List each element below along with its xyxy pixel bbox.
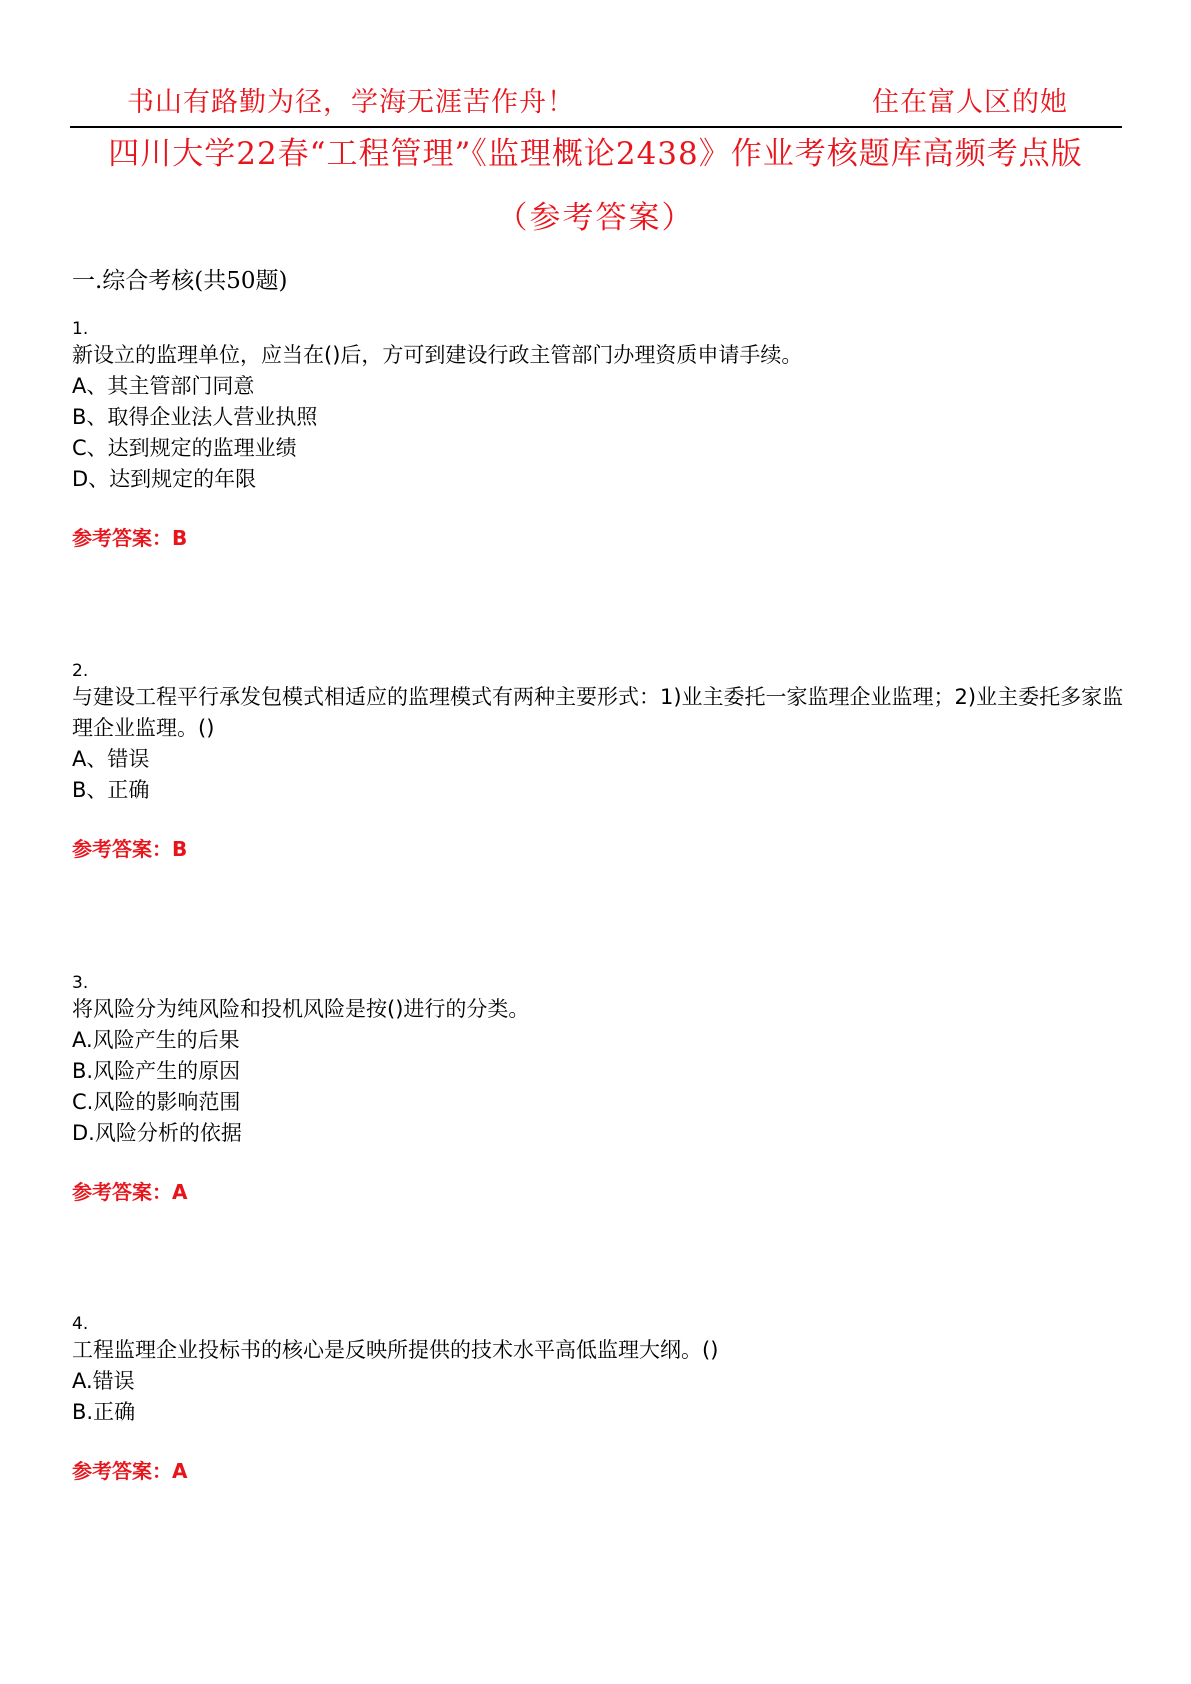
option-b: B、正确 [72, 778, 150, 802]
page-header [70, 80, 1122, 128]
question-text: 与建设工程平行承发包模式相适应的监理模式有两种主要形式：1)业主委托一家监理企业监理；2)业主委托多家监理企业监理。() [72, 685, 1124, 740]
option-a: A.错误 [72, 1369, 135, 1393]
option-d: D.风险分析的依据 [72, 1121, 242, 1145]
header-author: 住在富人区的她 [872, 87, 1068, 118]
question-3 [72, 972, 1126, 1206]
question-number: 1. [72, 319, 89, 339]
question-4 [72, 1313, 1126, 1485]
question-text: 工程监理企业投标书的核心是反映所提供的技术水平高低监理大纲。() [72, 1338, 719, 1362]
option-b: B.风险产生的原因 [72, 1059, 241, 1083]
reference-answer: 参考答案：A [72, 1180, 188, 1204]
option-c: C.风险的影响范围 [72, 1090, 241, 1114]
question-1 [72, 318, 1126, 552]
question-number: 4. [72, 1314, 89, 1334]
header-motto: 书山有路勤为径，学海无涯苦作舟！ [127, 87, 575, 118]
reference-answer: 参考答案：A [72, 1459, 188, 1483]
question-2 [72, 660, 1126, 863]
option-c: C、达到规定的监理业绩 [72, 436, 297, 460]
question-number: 2. [72, 661, 89, 681]
option-a: A、错误 [72, 747, 150, 771]
question-text: 新设立的监理单位，应当在()后，方可到建设行政主管部门办理资质申请手续。 [72, 343, 803, 367]
reference-answer: 参考答案：B [72, 526, 188, 550]
option-a: A、其主管部门同意 [72, 374, 255, 398]
option-d: D、达到规定的年限 [72, 467, 257, 491]
question-text: 将风险分为纯风险和投机风险是按()进行的分类。 [72, 997, 530, 1021]
document-title: 四川大学22春“工程管理”《监理概论2438》作业考核题库高频考点版 [108, 136, 1083, 172]
option-b: B、取得企业法人营业执照 [72, 405, 318, 429]
document-subtitle: （参考答案） [496, 200, 695, 236]
option-b: B.正确 [72, 1400, 136, 1424]
option-a: A.风险产生的后果 [72, 1028, 240, 1052]
reference-answer: 参考答案：B [72, 837, 188, 861]
section-heading: 一.综合考核(共50题) [72, 268, 288, 294]
question-number: 3. [72, 973, 89, 993]
